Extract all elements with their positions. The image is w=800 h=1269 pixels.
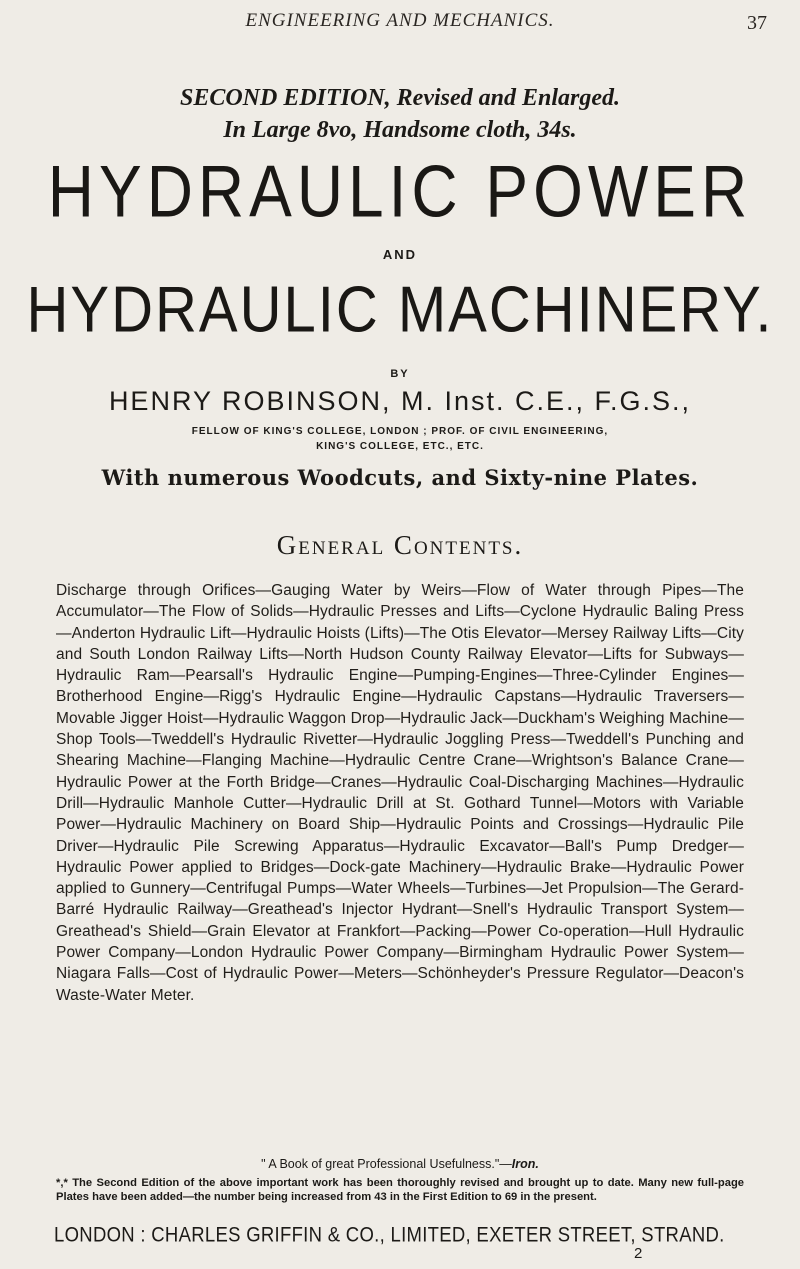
edition-block (0, 82, 800, 146)
contents-heading: General Contents. (276, 530, 524, 560)
author-credentials-line-2: KING'S COLLEGE, ETC., ETC. (316, 441, 484, 452)
plates-line: With numerous Woodcuts, and Sixty-nine Plates. (101, 465, 699, 490)
edition-line: SECOND EDITION, Revised and Enlarged. (179, 85, 621, 111)
publisher-imprint: LONDON : CHARLES GRIFFIN & CO., LIMITED, EXETER STREET, STRAND. (54, 1222, 725, 1247)
book-title-line-1: HYDRAULIC POWER (47, 149, 753, 233)
signature-mark: 2 (634, 1245, 643, 1262)
by-label: BY (390, 368, 410, 380)
review-quote (0, 1157, 800, 1171)
review-quote-text: " A Book of great Professional Usefulness."— (261, 1157, 512, 1171)
format-line: In Large 8vo, Handsome cloth, 34s. (223, 117, 577, 143)
page-number: 37 (747, 12, 767, 34)
author-name: HENRY ROBINSON, M. Inst. C.E., F.G.S., (108, 386, 692, 416)
running-title: ENGINEERING AND MECHANICS. (245, 10, 555, 31)
book-title-line-2: HYDRAULIC MACHINERY. (26, 273, 774, 346)
review-source: Iron. (511, 1157, 539, 1171)
author-credentials-line-1: FELLOW OF KING'S COLLEGE, LONDON ; PROF. OF CIVIL ENGINEERING, (191, 426, 609, 437)
contents-body: Discharge through Orifices—Gauging Water by Weirs—Flow of Water through Pipes—The Accumulator—The Flow of Solids—Hydraulic Presses and Lifts—Cyclone Hydraulic Baling Press—Anderton Hydraulic Lift—Hydraulic Hoists (Lifts)—The Otis Elevator—Mersey Railway Lifts—City and South London Railway Lifts—North Hudson County Railway Elevator—Lifts for Subways—Hydraulic Ram—Pearsall's Hydraulic Engine—Pumping-Engines—Three-Cylinder Engines—Brotherhood Engine—Rigg's Hydraulic Engine—Hydraulic Capstans—Hydraulic Traversers—Movable Jigger Hoist—Hydraulic Waggon Drop—Hydraulic Jack—Duckham's Weighing Machine—Shop Tools—Tweddell's Hydraulic Rivetter—Hydraulic Joggling Press—Tweddell's Punching and Shearing Machine—Flanging Machine—Hydraulic Centre Crane—Wrightson's Balance Crane—Hydraulic Power at the Forth Bridge—Cranes—Hydraulic Coal-Discharging Machines—Hydraulic Drill—Hydraulic Manhole Cutter—Hydraulic Drill at St. Gothard Tunnel—Motors with Variable Power—Hydraulic Machinery on Board Ship—Hydraulic Points and Crossings—Hydraulic Pile Driver—Hydraulic Pile Screwing Apparatus—Hydraulic Excavator—Ball's Pump Dredger—Hydraulic Power applied to Bridges—Dock-gate Machinery—Hydraulic Brake—Hydraulic Power applied to Gunnery—Centrifugal Pumps—Water Wheels—Turbines—Jet Propulsion—The Gerard-Barré Hydraulic Railway—Greathead's Injector Hydrant—Snell's Hydraulic Transport System—Greathead's Shield—Grain Elevator at Frankfort—Packing—Power Co-operation—Hull Hydraulic Power Company—London Hydraulic Power Company—Birmingham Hydraulic Power System—Niagara Falls—Cost of Hydraulic Power—Meters—Schönheyder's Pressure Regulator—Deacon's Waste-Water Meter. (56, 582, 744, 1004)
author-credentials (0, 424, 800, 454)
edition-note: *,* The Second Edition of the above important work has been thoroughly revised and brought up to date. Many new full-page Plates have been added—the number being increased from 43 in the First Edition to 69 in the present. (56, 1177, 744, 1203)
title-conjunction: AND (382, 247, 418, 262)
